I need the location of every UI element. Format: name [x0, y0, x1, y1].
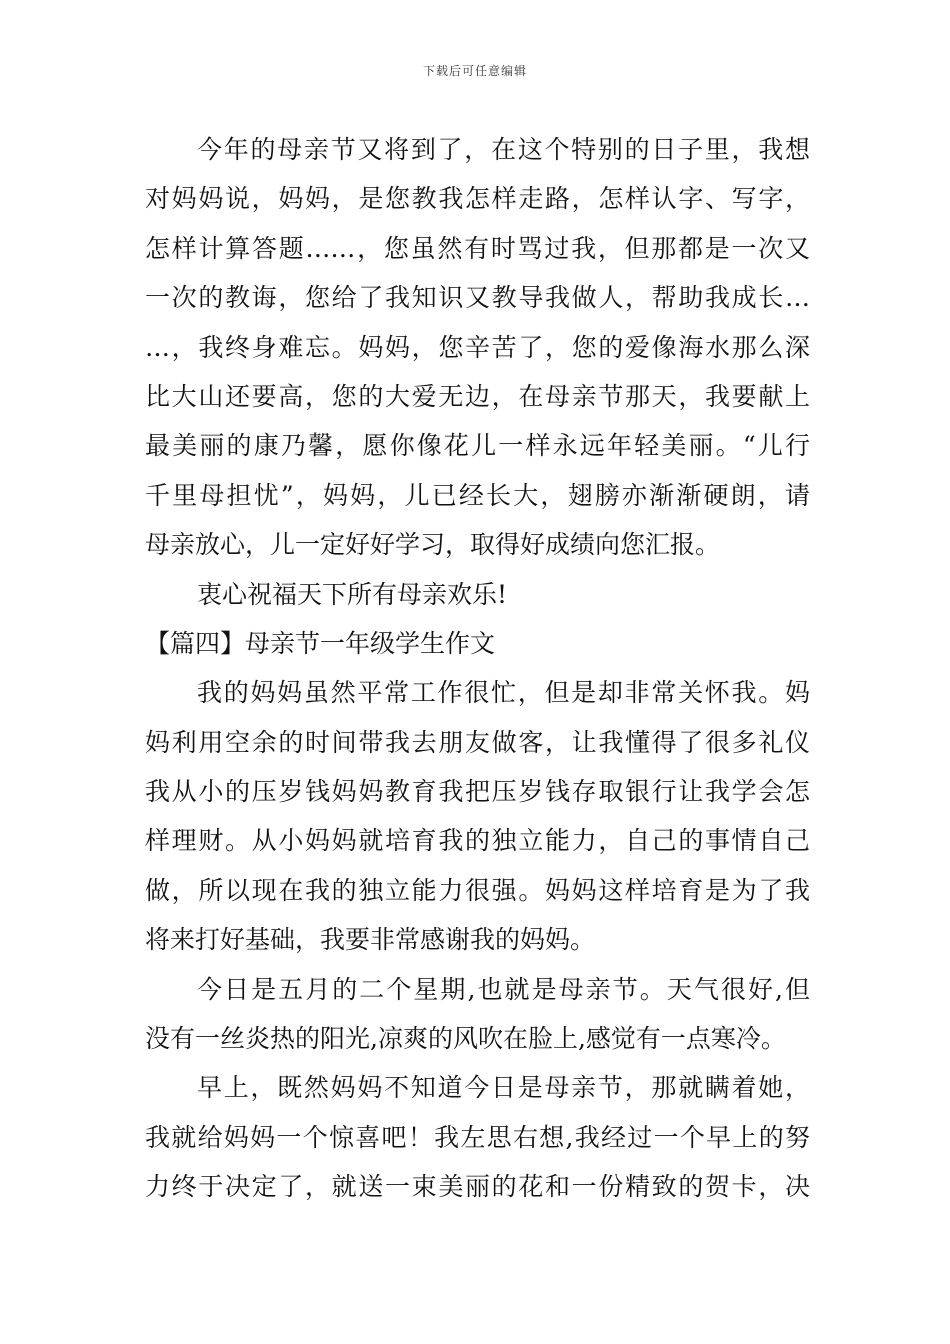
text-line: 将来打好基础，我要非常感谢我的妈妈。	[145, 925, 596, 955]
text-line: 对妈妈说，妈妈，是您教我怎样走路，怎样认字、写字，	[145, 184, 810, 214]
text-line: 没有一丝炎热的阳光,凉爽的风吹在脸上,感觉有一点寒冷。	[145, 1024, 786, 1054]
text-line: 力终于决定了，就送一束美丽的花和一份精致的贺卡，决	[145, 1172, 810, 1202]
text-line: 我的妈妈虽然平常工作很忙，但是却非常关怀我。妈	[197, 678, 810, 708]
text-line: 【篇四】母亲节一年级学生作文	[145, 628, 496, 658]
text-line: 怎样计算答题……，您虽然有时骂过我，但那都是一次又	[145, 233, 810, 263]
text-line: 样理财。从小妈妈就培育我的独立能力，自己的事情自己	[145, 826, 810, 856]
text-line: 母亲放心，儿一定好好学习，取得好成绩向您汇报。	[145, 530, 721, 560]
text-line: 我从小的压岁钱妈妈教育我把压岁钱存取银行让我学会怎	[145, 777, 810, 807]
text-line: 比大山还要高，您的大爱无边，在母亲节那天，我要献上	[145, 381, 810, 411]
text-line: 做，所以现在我的独立能力很强。妈妈这样培育是为了我	[145, 875, 810, 905]
text-line: 最美丽的康乃馨，愿你像花儿一样永远年轻美丽。“儿行	[145, 431, 810, 461]
page-header: 下载后可任意编辑	[422, 64, 527, 78]
text-line: 我就给妈妈一个惊喜吧！我左思右想,我经过一个早上的努	[145, 1122, 810, 1152]
text-line: …，我终身难忘。妈妈，您辛苦了，您的爱像海水那么深	[145, 332, 810, 362]
text-line: 衷心祝福天下所有母亲欢乐!	[197, 579, 508, 609]
text-line: 千里母担忧”，妈妈，儿已经长大，翅膀亦渐渐硬朗，请	[145, 480, 810, 510]
text-line: 今日是五月的二个星期,也就是母亲节。天气很好,但	[197, 974, 810, 1004]
text-line: 妈利用空余的时间带我去朋友做客，让我懂得了很多礼仪	[145, 727, 810, 757]
text-line: 早上，既然妈妈不知道今日是母亲节，那就瞒着她，	[197, 1073, 810, 1103]
text-line: 今年的母亲节又将到了，在这个特别的日子里，我想	[197, 135, 810, 164]
text-line: 一次的教诲，您给了我知识又教导我做人，帮助我成长…	[145, 283, 810, 313]
document-body	[145, 125, 810, 1212]
